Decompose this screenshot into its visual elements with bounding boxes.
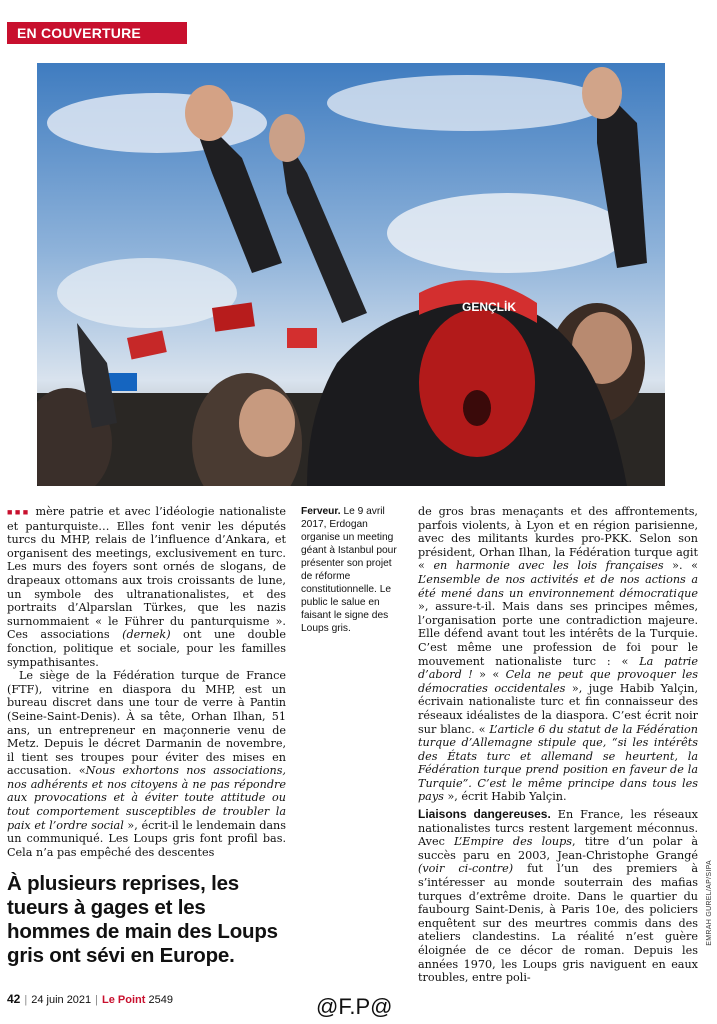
pull-quote: À plusieurs reprises, les tueurs à gages et les hommes de main des Loups gris ont sévi en Europe. <box>7 872 278 967</box>
article-column-1 <box>7 505 286 859</box>
brand-logo: Le Point <box>102 994 146 1006</box>
article-section-liaisons <box>418 808 698 985</box>
issue-date: 24 juin 2021 <box>31 994 92 1006</box>
paragraph: Liaisons dangereuses. En France, les réseaux nationalistes turcs restent largement méconnus. Avec L’Empire des loups, titre d’un polar à succès paru en 2003, Jean-Christophe Grangé (voir ci-contre) fut l’un des premiers à s’intéresser au monde souterrain des mafias turques d’extrême droite. Dans le quartier du faubourg Saint-Denis, à Paris 10e, des policiers enquêtent sur des meurtres commis dans des ateliers clandestins. La réalité n’est guère éloignée de ce décor de roman. Depuis les années 1970, les Loups gris naviguent en eaux troubles, entre poli- <box>418 807 699 985</box>
continuation-bullets: ■■■ <box>7 507 31 517</box>
cover-photo <box>37 63 665 486</box>
text: Le siège de la Fédération turque de France (FTF), vitrine en diaspora du MHP, est un bureau discret dans une tour de verre à Pantin (Seine-Saint-Denis). À sa tête, Orhan Ilhan, 51 ans, un entrepreneur en maçonnerie venu de Metz. Depuis le décret Darmanin de novembre, il tient ses troupes pour éviter des mises en accusation. « <box>7 669 286 778</box>
text: (dernek) <box>122 628 171 642</box>
caption-lead: Ferveur. <box>301 506 341 517</box>
paragraph <box>7 669 286 859</box>
caption-text: Le 9 avril 2017, Erdogan organise un meeting géant à Istanbul pour présenter son projet de réforme constitutionnelle. Le public le salue en faisant le signe des Loups gris. <box>301 506 397 634</box>
text: », écrit-il le lendemain dans un communiqué. Les Loups gris font profil bas. Cela n’a pas empêché des descentes <box>7 818 286 859</box>
article-column-3 <box>418 505 698 804</box>
banner-text: GENÇLİK <box>462 300 516 314</box>
page-footer: 42 | 24 juin 2021 | Le Point 2549 <box>7 992 173 1006</box>
paragraph <box>7 505 286 669</box>
rally-photo-illustration <box>37 63 665 486</box>
subheading: Liaisons dangereuses. <box>418 807 551 821</box>
section-tag: EN COUVERTURE <box>7 22 187 44</box>
text: Nous exhortons nos associations, nos adhérents et nos citoyens à ne pas répondre aux provocations et à éviter toute attitude ou tout comportement susceptibles de troubler la paix et l’ordre social <box>7 764 286 832</box>
text: ont une double fonction, politique et sociale, pour les familles sympathisantes. <box>7 628 286 669</box>
text: mère patrie et avec l’idéologie nationaliste et panturquiste… Elles font venir les députés turcs du MHP, relais de l’influence d’Ankara, et organisent des meetings, exclusivement en turc. Les murs des foyers sont ornés de slogans, de drapeaux ottomans aux trois croissants de lune, un symbole des ultranationalistes, et des portraits d’Alparslan Türkes, que les nazis surnommaient « le Führer du panturquisme ». Ces associations <box>7 505 286 642</box>
photo-caption <box>301 505 399 635</box>
page-number: 42 <box>7 992 21 1006</box>
issue-number: 2549 <box>148 994 173 1006</box>
photo-credit: EMRAH GUREL/AP/SIPA <box>706 860 713 946</box>
paragraph: de gros bras menaçants et des affrontements, parfois violents, à Lyon et en région parisienne, avec des militants kurdes pro-PKK. Selon son président, Orhan Ilhan, la Fédération turque agit « en harmonie avec les lois françaises ». « L’ensemble de nos activités et de nos actions a été mené dans un environnement démocratique », assure-t-il. Mais dans ses principes mêmes, l’organisation porte une contradiction majeure. Elle défend avant tout les intérêts de la Turquie. C’est même une profession de foi pour le mouvement nationaliste turc : « La patrie d’abord ! » « Cela ne peut que provoquer les démocraties occidentales », juge Habib Yalçin, écrivain nationaliste turc et fin connaisseur des réseaux idéalistes de la diaspora. C’est écrit noir sur blanc. « L’article 6 du statut de la Fédération turque d’Allemagne stipule que, “si les intérêts des États turc et allemand se heurtent, la Fédération turque prend position en faveur de la Turquie”. C’est le même principe dans tous les pays », écrit Habib Yalçin. <box>418 505 699 804</box>
watermark: @F.P@ <box>316 994 393 1019</box>
